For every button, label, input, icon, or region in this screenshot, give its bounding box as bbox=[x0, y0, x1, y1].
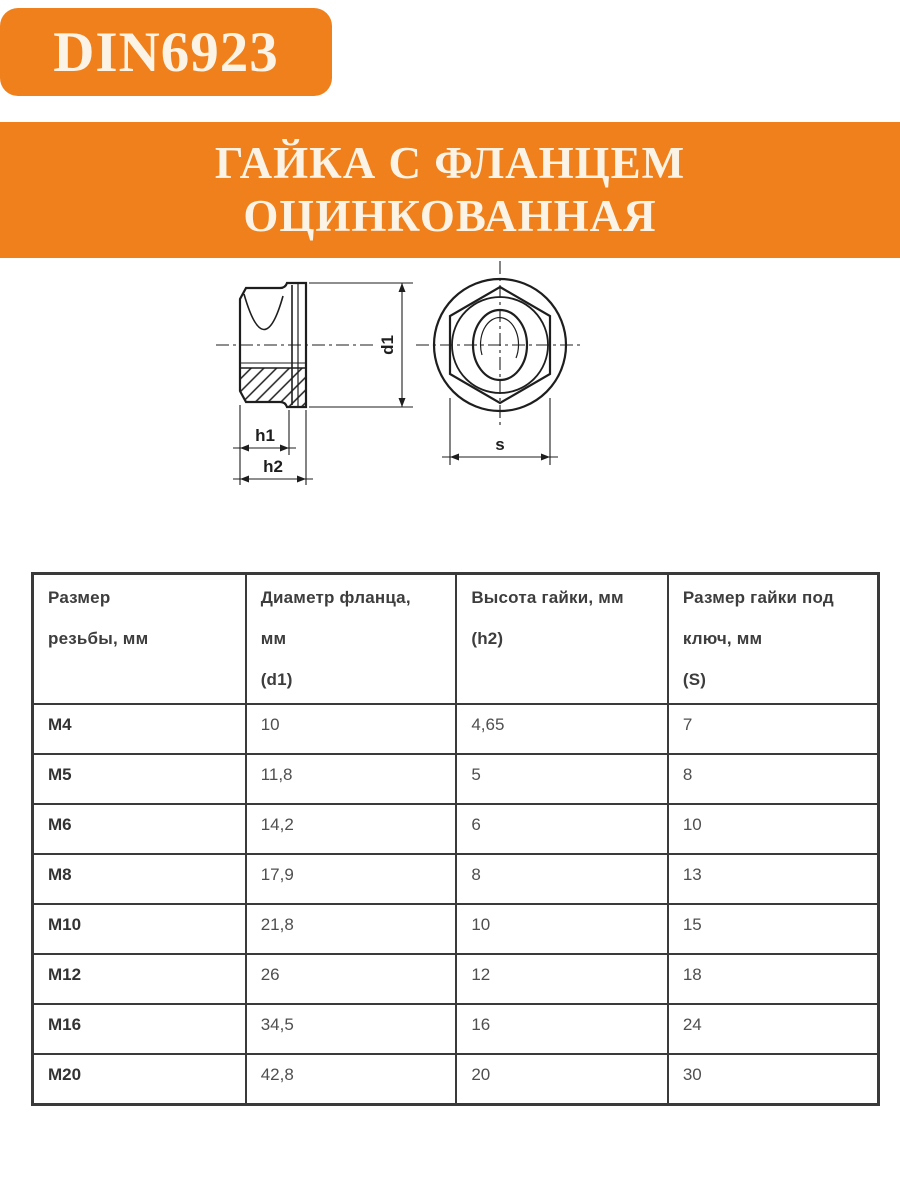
top-view bbox=[416, 261, 584, 465]
dim-label-d1: d1 bbox=[378, 335, 397, 355]
cell-wrench-size: 8 bbox=[668, 754, 879, 804]
cell-nut-height: 12 bbox=[456, 954, 668, 1004]
table-row bbox=[33, 754, 879, 804]
col-header-thread-size bbox=[33, 574, 246, 705]
side-view bbox=[216, 283, 413, 485]
cell-nut-height: 16 bbox=[456, 1004, 668, 1054]
col-header-wrench-size bbox=[668, 574, 879, 705]
header-line: (h2) bbox=[471, 628, 504, 648]
col-header-flange-diameter bbox=[246, 574, 457, 705]
table-row bbox=[33, 854, 879, 904]
cell-thread-size: M12 bbox=[33, 954, 246, 1004]
cell-flange-diameter: 14,2 bbox=[246, 804, 457, 854]
cell-flange-diameter: 34,5 bbox=[246, 1004, 457, 1054]
section-hatching bbox=[240, 368, 306, 407]
header-line: (d1) bbox=[260, 669, 293, 689]
col-header-nut-height bbox=[456, 574, 668, 705]
cell-flange-diameter: 17,9 bbox=[246, 854, 457, 904]
cell-nut-height: 8 bbox=[456, 854, 668, 904]
table-row bbox=[33, 954, 879, 1004]
table-row bbox=[33, 1004, 879, 1054]
cell-thread-size: M6 bbox=[33, 804, 246, 854]
cell-wrench-size: 30 bbox=[668, 1054, 879, 1104]
cell-wrench-size: 10 bbox=[668, 804, 879, 854]
header-line: Размер гайки под bbox=[682, 588, 834, 607]
dim-label-h2: h2 bbox=[263, 457, 283, 476]
cell-thread-size: M20 bbox=[33, 1054, 246, 1104]
header-line: мм bbox=[260, 628, 287, 648]
cell-thread-size: M16 bbox=[33, 1004, 246, 1054]
hex-chamfer-arc bbox=[244, 294, 283, 330]
cell-wrench-size: 15 bbox=[668, 904, 879, 954]
header-line: Высота гайки, мм bbox=[471, 588, 624, 607]
cell-flange-diameter: 26 bbox=[246, 954, 457, 1004]
cell-wrench-size: 18 bbox=[668, 954, 879, 1004]
cell-nut-height: 10 bbox=[456, 904, 668, 954]
cell-wrench-size: 7 bbox=[668, 704, 879, 754]
cell-wrench-size: 24 bbox=[668, 1004, 879, 1054]
cell-nut-height: 20 bbox=[456, 1054, 668, 1104]
title-line-1: ГАЙКА С ФЛАНЦЕМ bbox=[214, 138, 686, 189]
cell-wrench-size: 13 bbox=[668, 854, 879, 904]
header-line: (S) bbox=[682, 669, 707, 689]
dim-label-h1: h1 bbox=[255, 426, 275, 445]
title-line-2: ОЦИНКОВАННАЯ bbox=[243, 191, 657, 241]
header-line: ключ, мм bbox=[682, 628, 763, 648]
header-line: Диаметр фланца, bbox=[260, 588, 411, 607]
dim-label-s: s bbox=[495, 435, 505, 454]
cell-thread-size: M5 bbox=[33, 754, 246, 804]
din-standard-label: DIN6923 bbox=[53, 20, 279, 84]
cell-flange-diameter: 21,8 bbox=[246, 904, 457, 954]
cell-thread-size: M4 bbox=[33, 704, 246, 754]
header-line: Размер bbox=[48, 588, 111, 607]
header-line: резьбы, мм bbox=[48, 628, 149, 648]
din-standard-badge bbox=[0, 8, 332, 96]
table-row bbox=[33, 804, 879, 854]
header-row bbox=[33, 574, 879, 705]
spec-table bbox=[31, 572, 880, 1106]
cell-thread-size: M8 bbox=[33, 854, 246, 904]
cell-nut-height: 5 bbox=[456, 754, 668, 804]
table-row bbox=[33, 704, 879, 754]
table-row bbox=[33, 1054, 879, 1104]
technical-drawing bbox=[170, 252, 620, 502]
cell-flange-diameter: 11,8 bbox=[246, 754, 457, 804]
cell-nut-height: 4,65 bbox=[456, 704, 668, 754]
cell-nut-height: 6 bbox=[456, 804, 668, 854]
table-row bbox=[33, 904, 879, 954]
cell-flange-diameter: 10 bbox=[246, 704, 457, 754]
cell-flange-diameter: 42,8 bbox=[246, 1054, 457, 1104]
cell-thread-size: M10 bbox=[33, 904, 246, 954]
title-banner bbox=[0, 122, 900, 258]
